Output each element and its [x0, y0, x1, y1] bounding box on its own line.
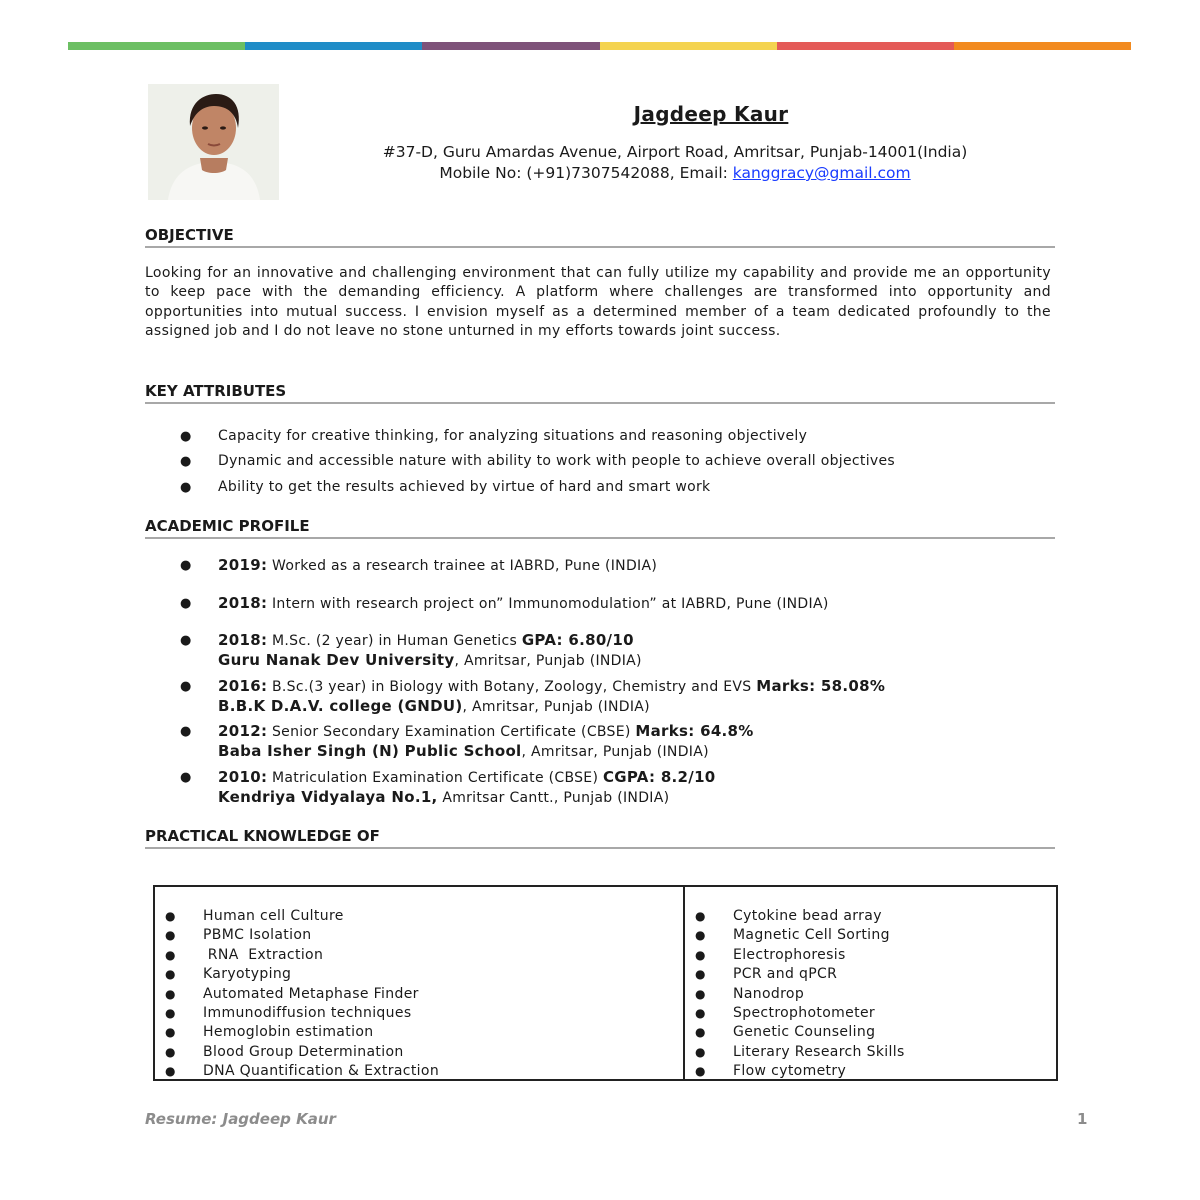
- bullet-icon: ●: [695, 1025, 706, 1040]
- academic-item: ● 2019: Worked as a research trainee at IABRD, Pune (INDIA): [180, 556, 658, 574]
- bullet-icon: ●: [695, 947, 706, 962]
- stripe-yellow: [600, 42, 777, 50]
- list-item: ● Dynamic and accessible nature with ability to work with people to achieve overall objectives: [180, 453, 895, 470]
- bullet-icon: ●: [165, 1025, 176, 1040]
- academic-item: ● 2018: Intern with research project on” Immunomodulation” at IABRD, Pune (INDIA): [180, 594, 829, 612]
- stripe-purple: [422, 42, 599, 50]
- skills-column-left: ● Human cell Culture ● PBMC Isolation ● RNA Extraction ● Karyotyping ● Automated Metaphase Finder ● Immunodiffusion techniques ● Hemoglobin estimation ● Blood Group Determination ● DNA Quantification & Extraction: [155, 887, 685, 1079]
- bullet-icon: ●: [695, 1064, 706, 1079]
- skills-table: [153, 885, 1058, 1081]
- bullet-icon: ●: [695, 1005, 706, 1020]
- address-line: #37-D, Guru Amardas Avenue, Airport Road, Amritsar, Punjab-14001(India): [382, 143, 968, 161]
- color-stripe: [68, 42, 1131, 50]
- academic-item: ● 2018: M.Sc. (2 year) in Human Genetics GPA: 6.80/10 Guru Nanak Dev University, Amritsar, Punjab (INDIA): [180, 631, 642, 669]
- bullet-icon: ●: [180, 454, 192, 470]
- bullet-icon: ●: [180, 770, 192, 785]
- bullet-icon: ●: [695, 967, 706, 982]
- bullet-icon: ●: [180, 558, 192, 573]
- stripe-green: [68, 42, 245, 50]
- academic-item: ● 2016: B.Sc.(3 year) in Biology with Botany, Zoology, Chemistry and EVS Marks: 58.08% B.B.K D.A.V. college (GNDU), Amritsar, Punjab (INDIA): [180, 677, 886, 715]
- bullet-icon: ●: [165, 928, 176, 943]
- section-objective: OBJECTIVE: [145, 226, 1055, 248]
- portrait-image: [148, 84, 279, 200]
- bullet-icon: ●: [695, 986, 706, 1001]
- bullet-icon: ●: [180, 596, 192, 611]
- list-item: ● Ability to get the results achieved by virtue of hard and smart work: [180, 478, 711, 495]
- email-link[interactable]: kanggracy@gmail.com: [732, 164, 911, 182]
- bullet-icon: ●: [165, 1064, 176, 1079]
- bullet-icon: ●: [180, 429, 192, 444]
- bullet-icon: ●: [180, 679, 192, 694]
- page-number: 1: [1077, 1110, 1088, 1128]
- bullet-icon: ●: [695, 1044, 706, 1059]
- bullet-icon: ●: [165, 986, 176, 1001]
- stripe-orange: [954, 42, 1131, 50]
- section-academic-profile: ACADEMIC PROFILE: [145, 517, 1055, 539]
- bullet-icon: ●: [165, 947, 176, 962]
- bullet-icon: ●: [165, 1005, 176, 1020]
- resume-header: [300, 102, 1050, 184]
- bullet-icon: ●: [180, 479, 192, 495]
- section-practical-knowledge: PRACTICAL KNOWLEDGE OF: [145, 827, 1055, 849]
- academic-item: ● 2012: Senior Secondary Examination Certificate (CBSE) Marks: 64.8% Baba Isher Singh (N) Public School, Amritsar, Punjab (INDIA): [180, 722, 754, 760]
- bullet-icon: ●: [165, 1044, 176, 1059]
- candidate-name: Jagdeep Kaur: [633, 102, 789, 126]
- bullet-icon: ●: [695, 928, 706, 943]
- objective-text: Looking for an innovative and challenging environment that can fully utilize my capability and provide me an opportunity to keep pace with the demanding efficiency. A platform where challenges are transformed into opportunity and opportunities into mutual success. I envision myself as a determined member of a team dedicated profoundly to the assigned job and I do not leave no stone unturned in my efforts towards joint success.: [145, 265, 1051, 340]
- phone-text: Mobile No: (+91)7307542088, Email:: [439, 164, 733, 182]
- bullet-icon: ●: [180, 633, 192, 648]
- bullet-icon: ●: [180, 724, 192, 739]
- section-key-attributes: KEY ATTRIBUTES: [145, 382, 1055, 404]
- bullet-icon: ●: [165, 909, 176, 923]
- contact-line: [300, 163, 1050, 184]
- academic-item: ● 2010: Matriculation Examination Certificate (CBSE) CGPA: 8.2/10 Kendriya Vidyalaya No.1, Amritsar Cantt., Punjab (INDIA): [180, 768, 716, 806]
- stripe-blue: [245, 42, 422, 50]
- profile-photo: [148, 84, 279, 200]
- footer-title: Resume: Jagdeep Kaur: [145, 1110, 336, 1128]
- stripe-red: [777, 42, 954, 50]
- skills-column-right: ● Cytokine bead array ● Magnetic Cell Sorting ● Electrophoresis ● PCR and qPCR ● Nanodrop ● Spectrophotometer ● Genetic Counseling ● Literary Research Skills ● Flow cytometry: [695, 908, 905, 1080]
- list-item: ● Capacity for creative thinking, for analyzing situations and reasoning objectively: [180, 428, 808, 444]
- bullet-icon: ●: [695, 909, 706, 923]
- bullet-icon: ●: [165, 967, 176, 982]
- attributes-list: [180, 427, 1080, 503]
